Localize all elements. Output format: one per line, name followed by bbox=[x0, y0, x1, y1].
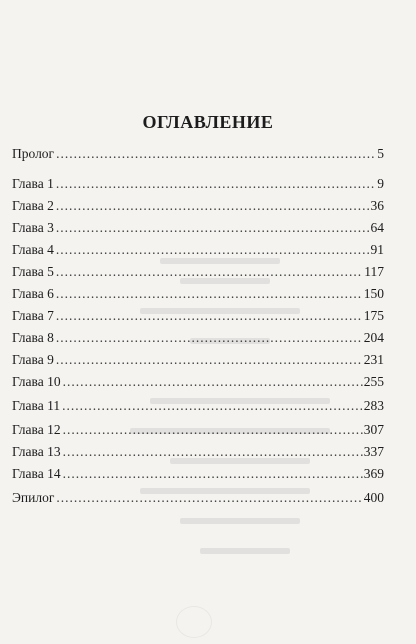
toc-entry-label: Глава 11 bbox=[12, 398, 61, 413]
toc-entry bbox=[12, 330, 384, 350]
toc-entry-page-number: 64 bbox=[370, 220, 384, 235]
bleed-through-line bbox=[180, 518, 300, 524]
toc-entry-page-number: 36 bbox=[370, 198, 384, 213]
toc-entry-page-number: 150 bbox=[363, 286, 384, 301]
toc-entry bbox=[12, 422, 384, 442]
toc-entry bbox=[12, 490, 384, 510]
toc-entry bbox=[12, 398, 384, 418]
toc-entry-label: Глава 4 bbox=[12, 242, 54, 257]
toc-entry-page-number: 307 bbox=[363, 422, 384, 437]
dot-leader bbox=[56, 308, 363, 324]
toc-entry bbox=[12, 198, 384, 218]
toc-entry bbox=[12, 466, 384, 486]
toc-entry-label: Глава 3 bbox=[12, 220, 54, 235]
toc-entry bbox=[12, 264, 384, 284]
toc-entry-page-number: 255 bbox=[363, 374, 384, 389]
toc-entry-label: Глава 9 bbox=[12, 352, 54, 367]
bleed-through-line bbox=[200, 548, 290, 554]
dot-leader bbox=[56, 352, 363, 368]
toc-entry-page-number: 91 bbox=[370, 242, 384, 257]
toc-entry-label: Глава 10 bbox=[12, 374, 61, 389]
toc-entry-page-number: 369 bbox=[363, 466, 384, 481]
toc-entry-page-number: 283 bbox=[363, 398, 384, 413]
dot-leader bbox=[63, 444, 363, 460]
dot-leader bbox=[63, 466, 363, 482]
dot-leader bbox=[56, 220, 370, 236]
toc-entry-page-number: 9 bbox=[377, 176, 384, 191]
age-rating-mark bbox=[176, 606, 212, 638]
toc-entry-label: Пролог bbox=[12, 146, 55, 161]
toc-entry-label: Глава 12 bbox=[12, 422, 61, 437]
toc-entry-label: Эпилог bbox=[12, 490, 55, 505]
toc-entry bbox=[12, 146, 384, 166]
toc-title: ОГЛАВЛЕНИЕ bbox=[142, 112, 274, 132]
dot-leader bbox=[63, 422, 363, 438]
toc-entry-label: Глава 2 bbox=[12, 198, 54, 213]
toc-entry-page-number: 400 bbox=[363, 490, 384, 505]
dot-leader bbox=[63, 374, 363, 390]
toc-entry-label: Глава 7 bbox=[12, 308, 54, 323]
dot-leader bbox=[56, 490, 362, 506]
toc-entry-page-number: 175 bbox=[363, 308, 384, 323]
toc-entry bbox=[12, 242, 384, 262]
dot-leader bbox=[56, 286, 363, 302]
dot-leader bbox=[56, 330, 363, 346]
dot-leader bbox=[56, 264, 363, 280]
toc-entry bbox=[12, 352, 384, 372]
toc-entry-page-number: 204 bbox=[363, 330, 384, 345]
dot-leader bbox=[56, 176, 376, 192]
toc-entry-label: Глава 14 bbox=[12, 466, 61, 481]
toc-entry bbox=[12, 444, 384, 464]
toc-entry-page-number: 117 bbox=[364, 264, 384, 279]
dot-leader bbox=[56, 198, 370, 214]
toc-entry-label: Глава 6 bbox=[12, 286, 54, 301]
toc-entry-label: Глава 5 bbox=[12, 264, 54, 279]
toc-entry bbox=[12, 374, 384, 394]
toc-entry bbox=[12, 308, 384, 328]
toc-entry-label: Глава 1 bbox=[12, 176, 54, 191]
dot-leader bbox=[56, 242, 370, 258]
toc-entry-page-number: 231 bbox=[363, 352, 384, 367]
toc-entry-label: Глава 13 bbox=[12, 444, 61, 459]
toc-entry bbox=[12, 220, 384, 240]
dot-leader bbox=[56, 146, 376, 162]
toc-entry-label: Глава 8 bbox=[12, 330, 54, 345]
toc-entry bbox=[12, 176, 384, 196]
dot-leader bbox=[62, 398, 363, 414]
toc-entry-page-number: 337 bbox=[363, 444, 384, 459]
toc-entry bbox=[12, 286, 384, 306]
toc-entry-page-number: 5 bbox=[377, 146, 384, 161]
